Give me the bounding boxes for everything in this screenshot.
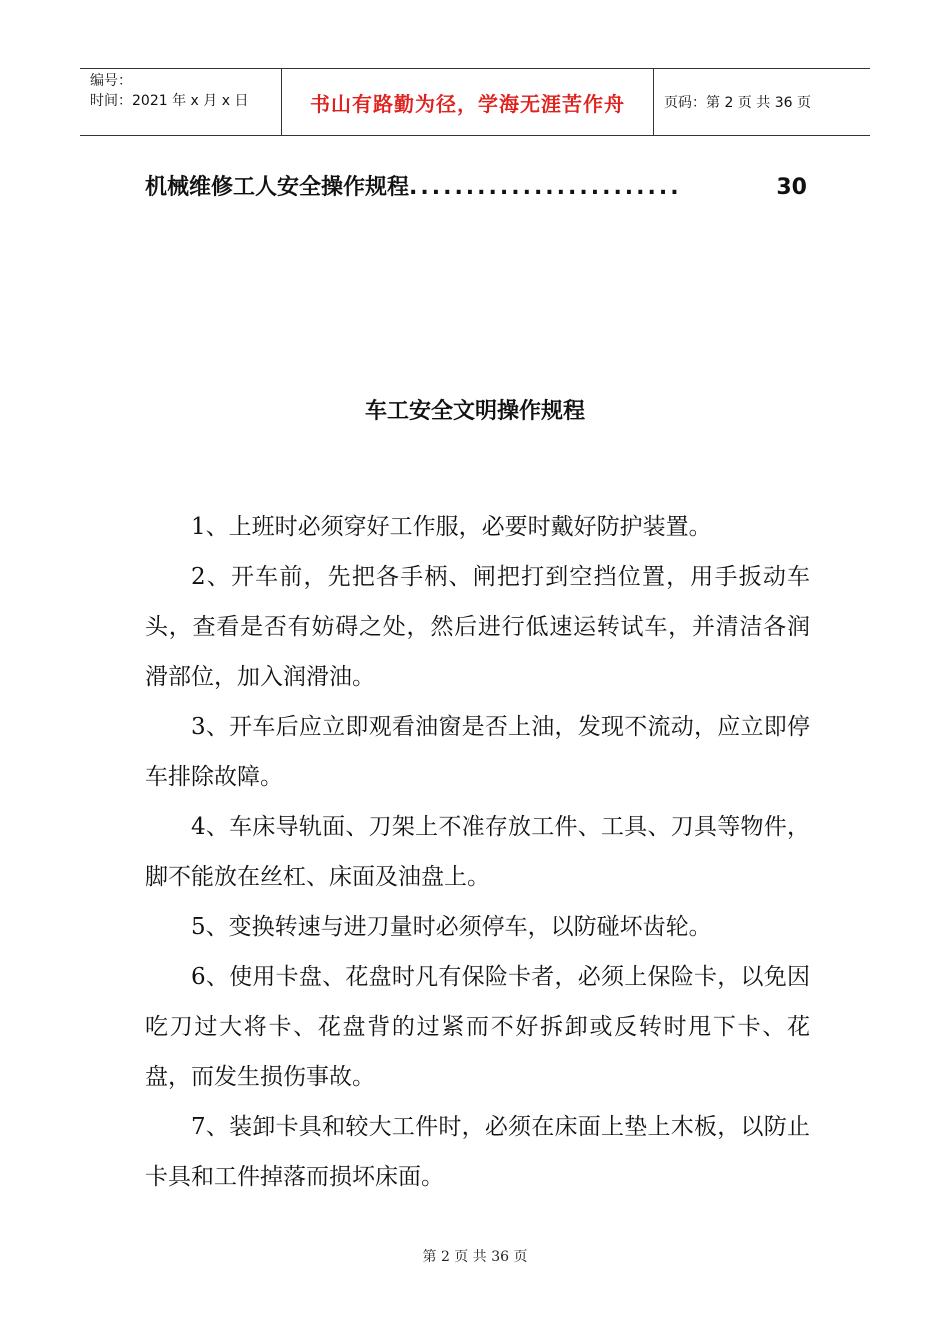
paragraph: 5、变换转速与进刀量时必须停车，以防碰坏齿轮。: [191, 914, 712, 940]
header-motto-cell: [282, 69, 654, 135]
page-header: [80, 68, 870, 136]
paragraph: 6、使用卡盘、花盘时凡有保险卡者，必须上保险卡，以免因吃刀过大将卡、花盘背的过紧而不好拆卸或反转时甩下卡、花盘，而发生损伤事故。: [145, 964, 810, 1090]
paragraph: 7、装卸卡具和较大工件时，必须在床面上垫上木板，以防止卡具和工件掉落而损坏床面。: [145, 1114, 810, 1190]
document-body: [145, 502, 810, 1202]
toc-entry-page: 30: [776, 175, 807, 200]
toc-entry[interactable]: [145, 170, 807, 201]
header-page-label: 页码：第 2 页 共 36 页: [664, 95, 811, 111]
toc-leader-dots: ........................: [409, 175, 682, 200]
paragraph: 2、开车前，先把各手柄、闸把打到空挡位置，用手扳动车头，查看是否有妨碍之处，然后进行低速运转试车，并清洁各润滑部位，加入润滑油。: [145, 564, 810, 690]
header-time-label: 时间：2021 年 x 月 x 日: [90, 93, 249, 109]
header-page-cell: [654, 69, 870, 135]
toc-entry-title: 机械维修工人安全操作规程: [145, 175, 410, 200]
header-motto: 书山有路勤为径，学海无涯苦作舟: [310, 91, 625, 116]
paragraph: 4、车床导轨面、刀架上不准存放工件、工具、刀具等物件，脚不能放在丝杠、床面及油盘上。: [145, 814, 810, 890]
paragraph: 3、开车后应立即观看油窗是否上油，发现不流动，应立即停车排除故障。: [145, 714, 810, 790]
page-footer: 第 2 页 共 36 页: [422, 1249, 528, 1265]
header-meta-cell: [80, 69, 282, 135]
document-title: 车工安全文明操作规程: [364, 399, 585, 424]
paragraph: 1、上班时必须穿好工作服，必要时戴好防护装置。: [191, 514, 712, 540]
header-number-label: 编号：: [90, 73, 132, 89]
